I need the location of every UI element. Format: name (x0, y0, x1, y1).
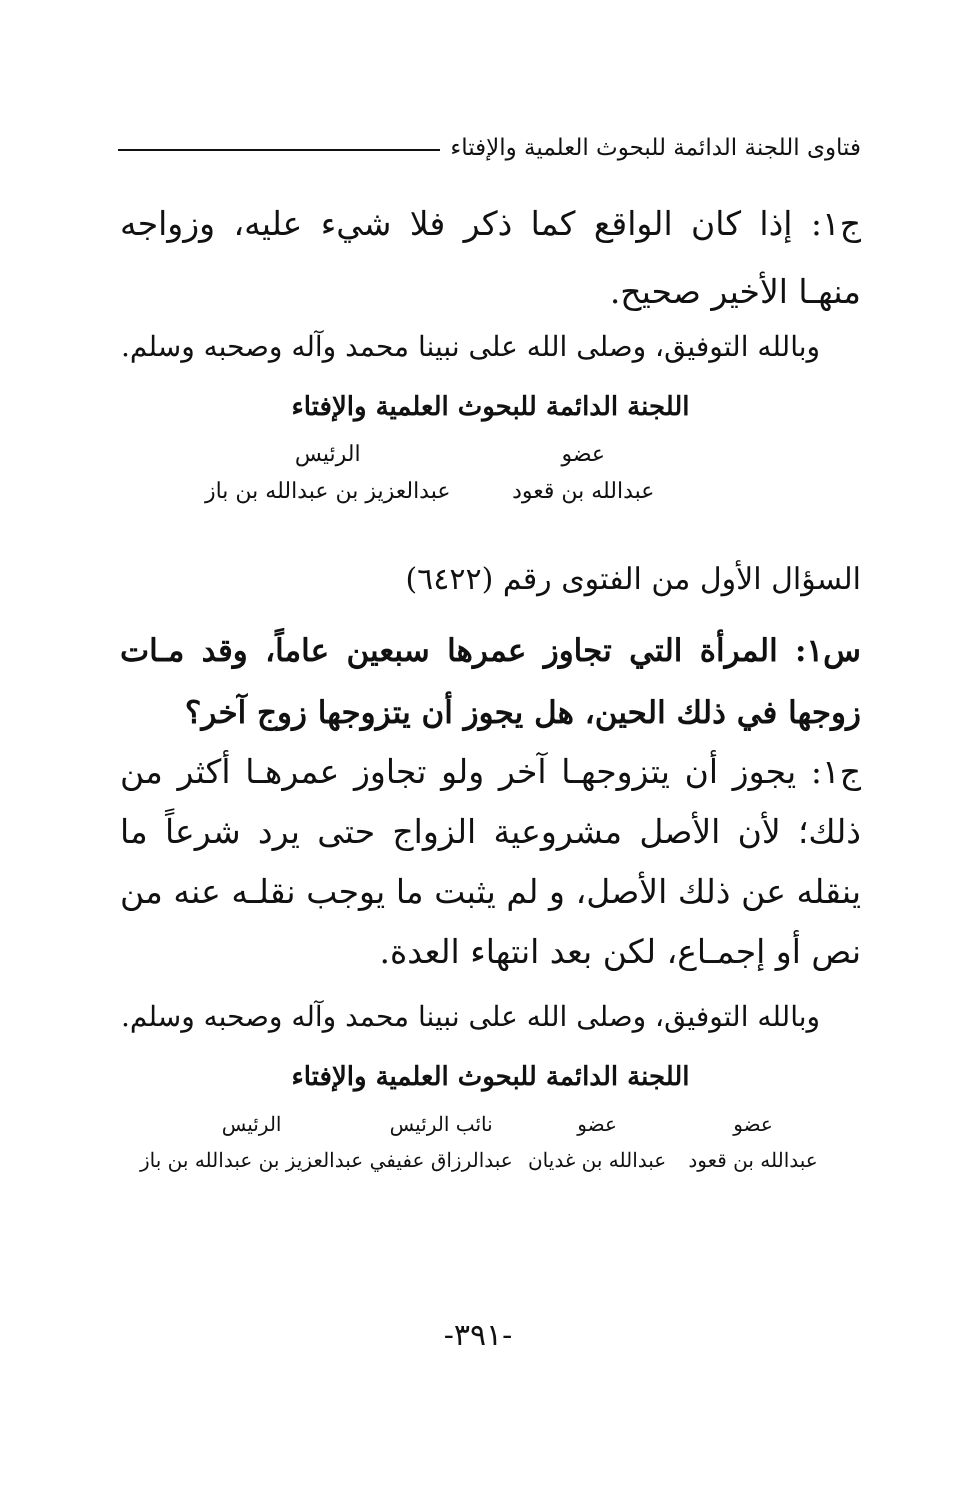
fatwa2-committee: اللجنة الدائمة للبحوث العلمية والإفتاء (291, 1062, 690, 1092)
fatwa1-signatures (200, 442, 711, 504)
page-number: -٣٩١- (443, 1318, 513, 1353)
running-header (118, 128, 861, 168)
signatory-role: الرئيس (221, 1112, 282, 1136)
fatwa2-question: س١: المرأة التي تجاوز عمرها سبعين عاماً، وقد مـات زوجها في ذلك الحين، هل يجوز أن يتزوجها زوج آخر؟ (120, 633, 861, 731)
fatwa1-committee: اللجنة الدائمة للبحوث العلمية والإفتاء (291, 392, 690, 422)
signatory-role: نائب الرئيس (389, 1112, 493, 1136)
signatory-role: عضو (577, 1112, 617, 1136)
signatory-name: عبدالعزيز بن عبدالله بن باز (204, 479, 451, 504)
signatory-name: عبدالله بن غديان (527, 1148, 667, 1172)
signatory-name: عبدالعزيز بن عبدالله بن باز (140, 1148, 364, 1172)
running-title: فتاوى اللجنة الدائمة للبحوث العلمية والإفتاء (450, 135, 861, 161)
signatory-role: عضو (561, 442, 606, 467)
signatory-name: عبدالرزاق عفيفي (369, 1148, 513, 1172)
fatwa1-closing: وبالله التوفيق، وصلى الله على نبينا محمد وآله وصحبه وسلم. (120, 330, 821, 363)
signatory-name: عبدالله بن قعود (512, 479, 655, 504)
signatory-role: عضو (733, 1112, 773, 1136)
header-rule (118, 149, 440, 151)
signatory-name: عبدالله بن قعود (688, 1148, 818, 1172)
fatwa1-answer: ج١: إذا كان الواقع كما ذكر فلا شيء عليه، وزواجه منهـا الأخير صحيح. (120, 204, 861, 311)
signatory-role: الرئيس (294, 442, 361, 467)
fatwa2-answer: ج١: يجوز أن يتزوجهـا آخر ولو تجاوز عمرهـا أكثر من ذلك؛ لأن الأصل مشروعية الزواج حتى يرد شرعاً ما ينقله عن ذلك الأصل، و لم يثبت ما يوجب نقلـه عنه من نص أو إجمـاع، لكن بعد انتهاء العدة. (120, 752, 861, 971)
fatwa2-signatures (140, 1112, 831, 1172)
fatwa2-closing: وبالله التوفيق، وصلى الله على نبينا محمد وآله وصحبه وسلم. (120, 1000, 821, 1033)
fatwa2-heading: السؤال الأول من الفتوى رقم (٦٤٢٢) (405, 562, 861, 597)
